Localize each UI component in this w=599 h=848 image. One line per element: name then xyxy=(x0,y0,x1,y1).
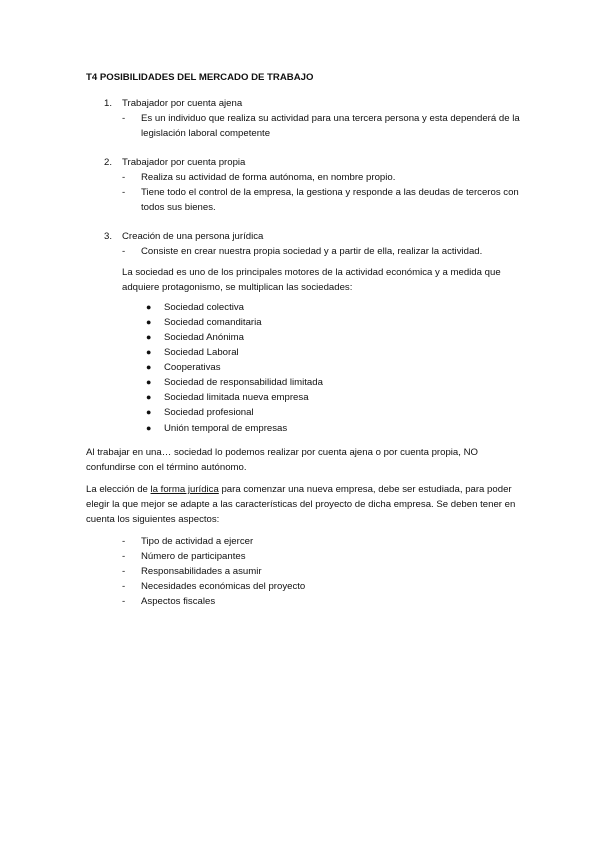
sociedad-item: Sociedad profesional xyxy=(164,407,254,418)
sociedad-item: Sociedad Laboral xyxy=(164,347,239,358)
aspecto-dash: - xyxy=(122,596,126,607)
eleccion-before: La elección de xyxy=(86,484,151,495)
bullet-icon: ● xyxy=(146,392,152,402)
aspecto-item: Aspectos fiscales xyxy=(141,596,216,607)
bullet-icon: ● xyxy=(146,407,152,417)
bullet-icon: ● xyxy=(146,423,152,433)
bullet-icon: ● xyxy=(146,332,152,342)
eleccion-paragraph xyxy=(86,482,516,527)
page-title: T4 POSIBILIDADES DEL MERCADO DE TRABAJO xyxy=(86,72,314,83)
bullet-icon: ● xyxy=(146,377,152,387)
aspecto-dash: - xyxy=(122,536,126,547)
aspecto-dash: - xyxy=(122,551,126,562)
section-2-heading: Trabajador por cuenta propia xyxy=(122,157,246,168)
section-3-heading: Creación de una persona jurídica xyxy=(122,231,264,242)
section-2-number: 2. xyxy=(104,157,113,168)
section-1-item-1: Es un individuo que realiza su actividad para una tercera persona y esta dependerá de la legislación laboral competente xyxy=(141,113,520,139)
section-3-item-1: Consiste en crear nuestra propia sociedad y a partir de ella, realizar la actividad. xyxy=(141,246,483,257)
section-1-heading: Trabajador por cuenta ajena xyxy=(122,98,243,109)
sociedad-item: Sociedad Anónima xyxy=(164,332,245,343)
section-1-dash: - xyxy=(122,113,126,124)
bullet-icon: ● xyxy=(146,302,152,312)
aspecto-item: Necesidades económicas del proyecto xyxy=(141,581,306,592)
sociedad-item: Sociedad limitada nueva empresa xyxy=(164,392,309,403)
section-1-number: 1. xyxy=(104,98,113,109)
bullet-icon: ● xyxy=(146,362,152,372)
section-2-item-2: Tiene todo el control de la empresa, la gestiona y responde a las deudas de terceros con todos sus bienes. xyxy=(141,187,519,213)
section-2-item-1: Realiza su actividad de forma autónoma, en nombre propio. xyxy=(141,172,396,183)
eleccion-after: para comenzar una nueva empresa, debe ser estudiada, para poder elegir la que mejor se adapte a las características del proyecto de dicha empresa. Se deben tener en cuenta los siguientes aspectos: xyxy=(86,484,516,525)
sociedad-item: Sociedad comanditaria xyxy=(164,317,262,328)
section-3-number: 3. xyxy=(104,231,113,242)
sociedad-item: Sociedad colectiva xyxy=(164,302,244,313)
aspecto-item: Responsabilidades a asumir xyxy=(141,566,262,577)
aspecto-item: Tipo de actividad a ejercer xyxy=(141,536,254,547)
sociedad-item: Sociedad de responsabilidad limitada xyxy=(164,377,323,388)
sociedad-intro: La sociedad es uno de los principales motores de la actividad económica y a medida que adquiere protagonismo, se multiplican las sociedades: xyxy=(122,267,501,293)
section-2-dash-1: - xyxy=(122,172,126,183)
sociedad-item: Unión temporal de empresas xyxy=(164,423,288,434)
section-2-dash-2: - xyxy=(122,187,126,198)
forma-juridica-link: la forma jurídica xyxy=(150,484,219,495)
section-3-dash: - xyxy=(122,246,126,257)
aspecto-item: Número de participantes xyxy=(141,551,246,562)
bullet-icon: ● xyxy=(146,347,152,357)
aspecto-dash: - xyxy=(122,566,126,577)
note-paragraph: Al trabajar en una… sociedad lo podemos realizar por cuenta ajena o por cuenta propia, NO confundirse con el término autónomo. xyxy=(86,447,478,473)
bullet-icon: ● xyxy=(146,317,152,327)
aspecto-dash: - xyxy=(122,581,126,592)
sociedad-item: Cooperativas xyxy=(164,362,221,373)
